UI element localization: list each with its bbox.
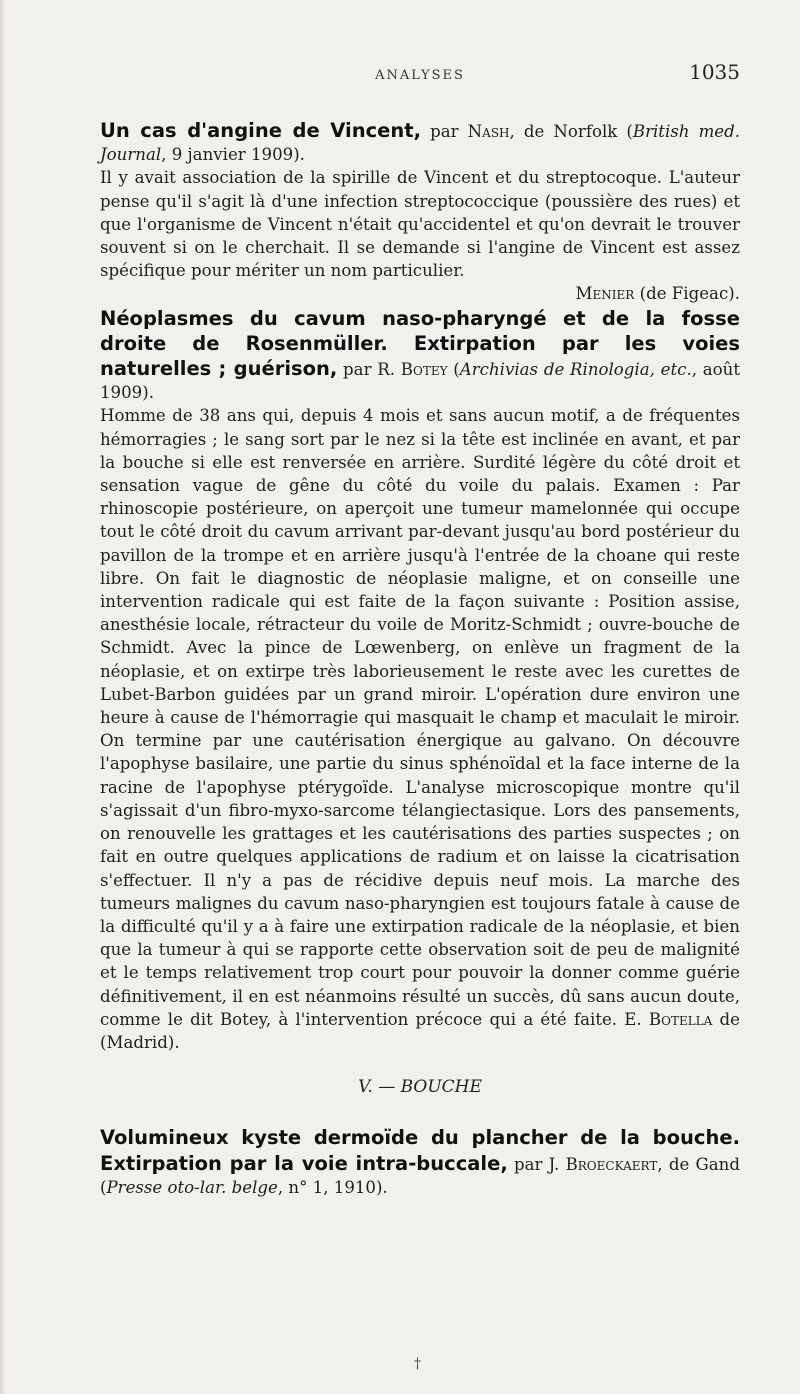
article-2-signature-name: Botella (648, 1009, 713, 1029)
article-2-signature-initial: E. (617, 1009, 649, 1029)
article-1-signature-place: (de Figeac). (634, 284, 740, 304)
article-2-date: , août 1909). (100, 360, 740, 403)
article-3-author-place: , de Gand ( (100, 1154, 740, 1197)
article-2-body (100, 404, 740, 1054)
running-title: ANALYSES (375, 68, 465, 83)
page-number: 1035 (689, 60, 740, 84)
page-content (100, 118, 740, 1199)
page-edge-shadow (0, 0, 6, 1394)
article-2-heading (100, 306, 740, 405)
article-1-signature-name: Menier (575, 284, 635, 304)
article-1-body: Il y avait association de la spirille de Vincent et du streptocoque. L'auteur pense qu'il s'agit là d'une infection streptococcique (poussière des rues) et que l'organisme de Vincent n'était qu'accidentel et qu'on devrait le trouver souvent si on le cherchait. Il se demande si l'angine de Vincent est assez spécifique pour mériter un nom particulier. (100, 168, 740, 281)
article-2-by: par R. (337, 360, 401, 380)
article-3-heading (100, 1125, 740, 1199)
article-1-title: Un cas d'angine de Vincent, (100, 119, 422, 142)
article-1-author: Nash (467, 122, 510, 141)
section-heading: V. — BOUCHE (358, 1077, 482, 1098)
article-1-heading (100, 118, 740, 166)
article-2-source-open: ( (447, 360, 460, 380)
article-2-body-text: Homme de 38 ans qui, depuis 4 mois et sans aucun motif, a de fréquentes hémorragies ; le sang sort par le nez si la tête est inclinée en avant, et par la bouche si elle est renversée en arrière. Surdité légère du côté droit et sensation vague de gêne du côté du voile du palais. Examen : Par rhinoscopie postérieure, on aperçoit une tumeur mamelonnée qui occupe tout le côté droit du cavum arrivant par-devant jusqu'au bord postérieur du pavillon de la trompe et en arrière jusqu'à l'entrée de la choane qui reste libre. On fait le diagnostic de néoplasie maligne, et on conseille une intervention radicale qui est faite de la façon suivante : Position assise, anesthésie locale, rétracteur du voile de Moritz-Schmidt ; ouvre-bouche de Schmidt. Avec la pince de Lœwenberg, on enlève un fragment de la néoplasie, et on extirpe très laborieusement le reste avec les curettes de Lubet-Barbon guidées par un grand miroir. L'opération dure environ une heure à cause de l'hémorragie qui masquait le champ et maculait le miroir. On termine par une cautérisation énergique au galvano. On découvre l'apophyse basilaire, une partie du sinus sphénoïdal et la face interne de la racine de l'apophyse ptérygoïde. L'analyse microscopique montre qu'il s'agissait d'un fibro-myxo-sarcome télangiectasique. Lors des pansements, on renouvelle les grattages et les cautérisations des parties suspectes ; on fait en outre quelques applications de radium et on laisse la cicatrisation s'effectuer. Il n'y a pas de récidive depuis neuf mois. La marche des tumeurs malignes du cavum naso-pharyngien est toujours fatale à cause de la difficulté qu'il y a à faire une extirpation radicale de la néoplasie, et bien que la tumeur à qui se rapporte cette observation soit de peu de malignité et le temps relativement trop court pour pouvoir la donner comme guérie définitivement, il en est néanmoins résulté un succès, dû sans aucun doute, comme le dit Botey, à l'intervention précoce qui a été faite. (100, 406, 740, 1029)
article-1-by: par (421, 122, 468, 141)
article-2-title: Néoplasmes du cavum naso-pharyngé et de la fosse droite de Rosenmüller. Extirpation par les voies naturelles ; guérison, (100, 306, 740, 381)
running-head (100, 60, 740, 90)
article-3-title: Volumineux kyste dermoïde du plancher de la bouche. Extirpation par la voie intra-buccale, (100, 1126, 740, 1175)
article-2-signature-place: de (Madrid). (100, 1009, 740, 1052)
article-2-journal: Archivias de Rinologia, etc. (459, 360, 692, 380)
article-3-author: Broeckaert (565, 1154, 658, 1174)
article-1-journal: British med. Journal (100, 122, 741, 165)
article-3-date: , n° 1, 1910). (277, 1177, 388, 1197)
article-1-author-place: , de Norfolk ( (509, 122, 633, 141)
article-2-author: Botey (400, 360, 448, 380)
article-3-by: par J. (507, 1154, 566, 1174)
footer-mark: † (414, 1356, 421, 1372)
article-1-signature (100, 282, 740, 305)
article-1-date: , 9 janvier 1909). (161, 145, 305, 165)
article-3-journal: Presse oto-lar. belge (106, 1177, 278, 1197)
